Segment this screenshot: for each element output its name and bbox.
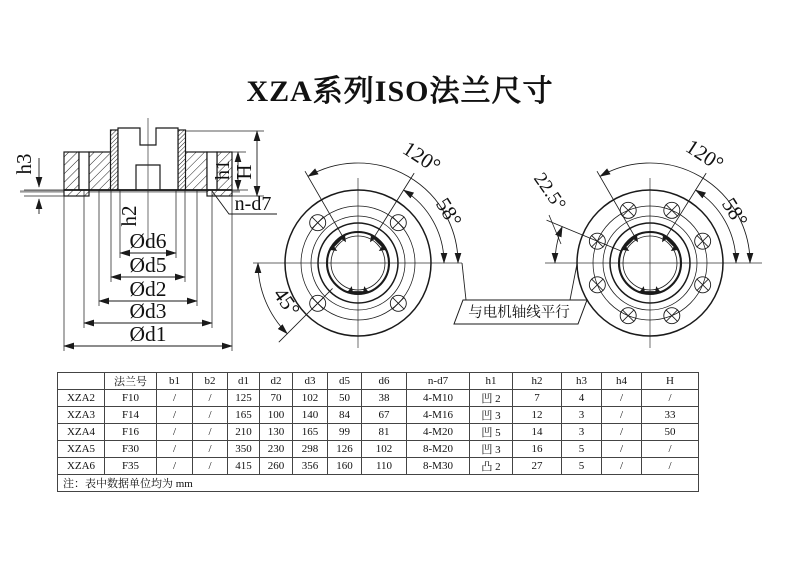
table-cell: 3 [562,407,602,424]
table-cell: / [602,424,642,441]
table-cell: / [157,441,193,458]
table-cell: 33 [642,407,699,424]
table-cell: 50 [328,390,362,407]
table-cell: / [642,458,699,475]
table-cell: 140 [293,407,328,424]
dim-label-d1: Ød1 [129,322,167,346]
dim-label-d5: Ød5 [129,253,167,277]
table-cell: 102 [362,441,407,458]
table-cell: F16 [105,424,157,441]
radial-line [666,173,706,237]
table-cell: / [193,390,228,407]
table-cell: 230 [260,441,293,458]
radial-line [597,171,635,236]
table-cell: / [642,441,699,458]
table-note: 注：表中数据单位均为 mm [58,475,699,492]
table-cell: 16 [513,441,562,458]
table-cell: / [602,390,642,407]
angle-label-45: 45° [268,283,305,321]
table-cell: 5 [562,458,602,475]
table-cell: 100 [260,407,293,424]
table-header-cell: b2 [193,373,228,390]
table-cell: 99 [328,424,362,441]
table-cell: 210 [228,424,260,441]
table-cell: 130 [260,424,293,441]
dim-label-nd7: n-d7 [234,193,272,215]
table-cell: / [193,458,228,475]
table-cell: 5 [562,441,602,458]
table-cell: 4 [562,390,602,407]
table-cell: / [157,390,193,407]
dim-label-d2: Ød2 [129,277,167,301]
table-cell: 298 [293,441,328,458]
table-cell: / [602,441,642,458]
table-cell: 50 [642,424,699,441]
table-cell: 12 [513,407,562,424]
table-row [58,458,699,475]
table-cell: F14 [105,407,157,424]
table-cell: 110 [362,458,407,475]
table-cell: F35 [105,458,157,475]
dim-label-d6: Ød6 [129,229,167,253]
table-cell: 凹 5 [470,424,513,441]
table-header-cell: d5 [328,373,362,390]
table-model-cell: XZA6 [58,458,105,475]
table-cell: 125 [228,390,260,407]
table-cell: 27 [513,458,562,475]
table-header-cell [58,373,105,390]
table-cell: F10 [105,390,157,407]
callout [454,263,587,324]
table-row [58,441,699,458]
table-header-row [58,373,699,390]
table-cell: 415 [228,458,260,475]
table-cell: 4-M16 [407,407,470,424]
dimension-table [57,372,699,492]
table-cell: / [157,424,193,441]
table-header-cell: h4 [602,373,642,390]
dim-label-H: H [232,164,256,180]
table-header-cell: d6 [362,373,407,390]
angle-label-58: 58° [430,193,467,232]
table-header-cell: h2 [513,373,562,390]
table-cell: / [193,441,228,458]
table-cell: 凸 2 [470,458,513,475]
table-cell: 3 [562,424,602,441]
table-row [58,407,699,424]
flange-front-view-4bolt [253,163,462,348]
table-cell: 4-M10 [407,390,470,407]
table-cell: 凹 2 [470,390,513,407]
table-header-cell: h1 [470,373,513,390]
table-model-cell: XZA2 [58,390,105,407]
angle-label-120: 120° [681,134,729,177]
table-cell: 7 [513,390,562,407]
angle-label-22-5: 22.5° [529,169,570,215]
angle-label-58: 58° [716,193,753,232]
table-model-cell: XZA5 [58,441,105,458]
table-cell: 84 [328,407,362,424]
front-view-8bolt-labels [529,134,753,244]
table-cell: / [602,407,642,424]
table-cell: 165 [228,407,260,424]
table-cell: 350 [228,441,260,458]
table-header-cell: h3 [562,373,602,390]
table-note-row [58,475,699,492]
table-cell: 凹 3 [470,441,513,458]
table-cell: 102 [293,390,328,407]
table-cell: 凹 3 [470,407,513,424]
table-header-cell: d3 [293,373,328,390]
angle-label-120: 120° [398,136,446,179]
table-cell: / [193,424,228,441]
table-header-cell: H [642,373,699,390]
table-header-cell: 法兰号 [105,373,157,390]
table-cell: 8-M30 [407,458,470,475]
table-header-cell: n-d7 [407,373,470,390]
table-cell: 81 [362,424,407,441]
table-cell: 67 [362,407,407,424]
table-cell: / [602,458,642,475]
table-row [58,390,699,407]
table-cell: 160 [328,458,362,475]
table-cell: / [157,458,193,475]
dim-label-d3: Ød3 [129,299,167,323]
table-cell: 38 [362,390,407,407]
table-header-cell: d1 [228,373,260,390]
table-cell: 165 [293,424,328,441]
table-cell: F30 [105,441,157,458]
dim-label-h2: h2 [117,205,141,227]
dim-label-h1: h1 [212,160,234,180]
table-row [58,424,699,441]
page-title: XZA系列ISO法兰尺寸 [246,75,554,108]
table-cell: 126 [328,441,362,458]
table-cell: 4-M20 [407,424,470,441]
bolt-hole-slot [79,152,89,190]
table-cell: / [642,390,699,407]
table-cell: / [193,407,228,424]
dim-label-h3: h3 [12,153,36,175]
table-cell: 8-M20 [407,441,470,458]
table-header-cell: d2 [260,373,293,390]
table-header-cell: b1 [157,373,193,390]
table-cell: / [157,407,193,424]
table-model-cell: XZA3 [58,407,105,424]
table-cell: 14 [513,424,562,441]
table-cell: 260 [260,458,293,475]
table-cell: 70 [260,390,293,407]
table-cell: 356 [293,458,328,475]
table-model-cell: XZA4 [58,424,105,441]
callout-text: 与电机轴线平行 [468,305,570,321]
